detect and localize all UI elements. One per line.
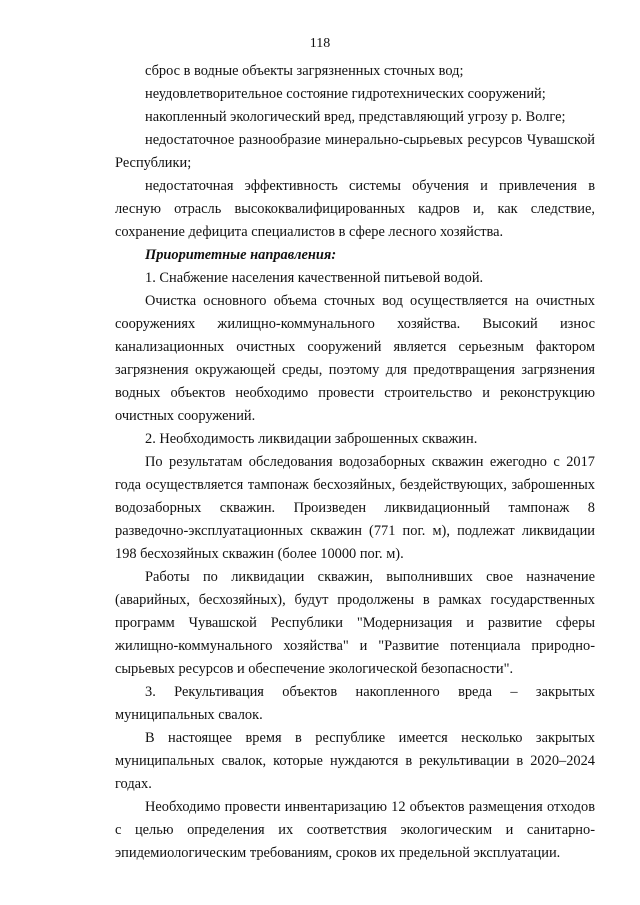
paragraph-well-survey: По результатам обследования водозаборных скважин ежегодно с 2017 года осуществляется тампонаж бесхозяйных, бездействующих, заброшенных водозаборных скважин. Произведен ликвидационный тампонаж 8 разведочно-эксплуатационных скважин (771 пог. м), подлежат ликвидации 198 бесхозяйных скважин (более 10000 пог. м).: [115, 454, 595, 562]
paragraph-forestry-staff: недостаточная эффективность системы обучения и привлечения в лесную отрасль высококвалифицированных кадров и, как следствие, сохранение дефицита специалистов в сфере лесного хозяйства.: [115, 178, 595, 240]
section-heading-priorities: Приоритетные направления:: [145, 247, 337, 263]
paragraph-well-programs: Работы по ликвидации скважин, выполнивших свое назначение (аварийных, бесхозяйных), будут продолжены в рамках государственных программ Чувашской Республики "Модернизация и развитие сферы жилищно-коммунального хозяйства" и "Развитие потенциала природно-сырьевых ресурсов и обеспечение экологической безопасности".: [115, 569, 595, 677]
paragraph-waste-inventory: Необходимо провести инвентаризацию 12 объектов размещения отходов с целью определения их соответствия экологическим и санитарно-эпидемиологическим требованиям, сроков их предельной эксплуатации.: [115, 799, 595, 861]
document-body: [115, 60, 595, 865]
paragraph-mineral-resources: недостаточное разнообразие минерально-сырьевых ресурсов Чувашской Республики;: [115, 132, 595, 171]
paragraph-closed-landfills: В настоящее время в республике имеется несколько закрытых муниципальных свалок, которые нуждаются в рекультивации в 2020–2024 годах.: [115, 730, 595, 792]
paragraph-volga-threat: накопленный экологический вред, представляющий угрозу р. Волге;: [145, 109, 566, 125]
paragraph-item-2-title: 2. Необходимость ликвидации заброшенных скважин.: [145, 431, 478, 447]
paragraph-item-3-title: 3. Рекультивация объектов накопленного вреда – закрытых муниципальных свалок.: [115, 684, 595, 723]
paragraph-wastewater-treatment: Очистка основного объема сточных вод осуществляется на очистных сооружениях жилищно-коммунального хозяйства. Высокий износ канализационных очистных сооружений является серьезным фактором загрязнения окружающей среды, поэтому для предотвращения загрязнения водных объектов необходимо провести строительство и реконструкцию очистных сооружений.: [115, 293, 595, 424]
paragraph-item-1-title: 1. Снабжение населения качественной питьевой водой.: [145, 270, 484, 286]
paragraph-hydraulic-structures: неудовлетворительное состояние гидротехнических сооружений;: [145, 86, 546, 102]
paragraph-wastewater-discharge: сброс в водные объекты загрязненных сточных вод;: [145, 63, 464, 79]
page-number: 118: [309, 36, 331, 51]
